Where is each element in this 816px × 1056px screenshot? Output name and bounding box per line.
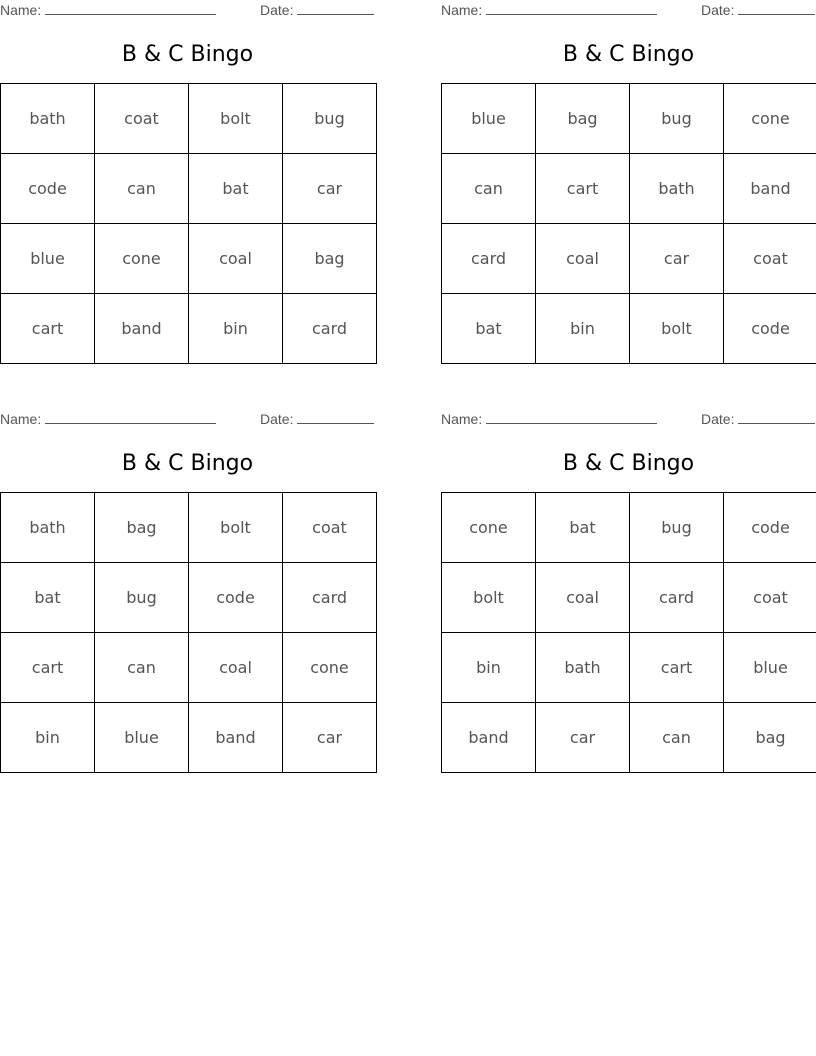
grid-cell: band [724, 154, 816, 224]
date-label: Date: [260, 411, 294, 427]
grid-cell: bat [536, 493, 630, 563]
grid-cell: can [95, 633, 189, 703]
grid-cell: band [95, 294, 189, 364]
card-header [441, 411, 816, 429]
name-label: Name: [0, 411, 42, 427]
grid-cell: blue [1, 224, 95, 294]
grid-cell: bag [724, 703, 816, 773]
name-label: Name: [441, 411, 483, 427]
date-blank-line [297, 2, 374, 15]
grid-cell: bath [1, 493, 95, 563]
date-field [260, 2, 374, 18]
date-blank-line [738, 2, 815, 15]
grid-cell: blue [724, 633, 816, 703]
grid-cell: bat [442, 294, 536, 364]
grid-cell: car [283, 154, 377, 224]
grid-cell: coat [95, 84, 189, 154]
date-label: Date: [701, 411, 735, 427]
card-title: B & C Bingo [562, 42, 695, 67]
grid-cell: bin [536, 294, 630, 364]
grid-cell: can [630, 703, 724, 773]
bingo-grid [0, 492, 377, 773]
card-header [0, 2, 375, 20]
grid-cell: coal [536, 563, 630, 633]
grid-row [442, 224, 816, 294]
grid-cell: blue [95, 703, 189, 773]
name-blank-line [45, 2, 216, 15]
grid-cell: bath [1, 84, 95, 154]
card-header [0, 411, 375, 429]
grid-cell: cone [95, 224, 189, 294]
grid-row [1, 703, 377, 773]
grid-cell: car [283, 703, 377, 773]
grid-cell: code [1, 154, 95, 224]
grid-cell: bolt [189, 493, 283, 563]
grid-row [442, 703, 816, 773]
grid-cell: bag [536, 84, 630, 154]
grid-cell: bug [283, 84, 377, 154]
grid-cell: bag [95, 493, 189, 563]
name-blank-line [486, 411, 657, 424]
grid-cell: bag [283, 224, 377, 294]
grid-cell: cone [724, 84, 816, 154]
date-field [701, 411, 815, 427]
grid-cell: bath [536, 633, 630, 703]
grid-cell: cart [630, 633, 724, 703]
grid-cell: card [283, 563, 377, 633]
grid-cell: bolt [630, 294, 724, 364]
grid-row [1, 154, 377, 224]
name-field [441, 2, 657, 18]
grid-cell: cone [442, 493, 536, 563]
grid-cell: code [724, 493, 816, 563]
grid-cell: code [189, 563, 283, 633]
bingo-card-2 [441, 0, 816, 365]
name-field [0, 2, 216, 18]
name-label: Name: [0, 2, 42, 18]
name-field [0, 411, 216, 427]
bingo-card-1 [0, 0, 375, 365]
grid-cell: coat [283, 493, 377, 563]
card-title: B & C Bingo [121, 42, 254, 67]
grid-cell: bat [189, 154, 283, 224]
card-header [441, 2, 816, 20]
grid-cell: bolt [189, 84, 283, 154]
grid-row [442, 563, 816, 633]
grid-cell: band [442, 703, 536, 773]
date-blank-line [297, 411, 374, 424]
bingo-card-3 [0, 409, 375, 774]
grid-cell: bat [1, 563, 95, 633]
name-blank-line [486, 2, 657, 15]
grid-row [442, 294, 816, 364]
grid-cell: bath [630, 154, 724, 224]
grid-cell: blue [442, 84, 536, 154]
grid-cell: cart [1, 633, 95, 703]
grid-cell: can [442, 154, 536, 224]
grid-row [442, 633, 816, 703]
grid-row [442, 84, 816, 154]
grid-row [1, 294, 377, 364]
grid-row [442, 154, 816, 224]
grid-cell: bin [189, 294, 283, 364]
grid-row [1, 493, 377, 563]
bingo-grid [441, 83, 816, 364]
grid-row [1, 224, 377, 294]
grid-cell: can [95, 154, 189, 224]
name-blank-line [45, 411, 216, 424]
grid-cell: car [630, 224, 724, 294]
grid-cell: bug [630, 493, 724, 563]
grid-row [1, 633, 377, 703]
grid-cell: bin [442, 633, 536, 703]
name-label: Name: [441, 2, 483, 18]
card-title: B & C Bingo [121, 451, 254, 476]
grid-row [1, 563, 377, 633]
date-label: Date: [701, 2, 735, 18]
grid-row [442, 493, 816, 563]
grid-cell: cart [536, 154, 630, 224]
grid-cell: coat [724, 563, 816, 633]
grid-cell: cart [1, 294, 95, 364]
grid-row [1, 84, 377, 154]
grid-cell: bolt [442, 563, 536, 633]
grid-cell: bug [630, 84, 724, 154]
grid-cell: coat [724, 224, 816, 294]
grid-cell: cone [283, 633, 377, 703]
grid-cell: card [630, 563, 724, 633]
grid-cell: bin [1, 703, 95, 773]
bingo-grid [0, 83, 377, 364]
grid-cell: coal [536, 224, 630, 294]
card-title: B & C Bingo [562, 451, 695, 476]
grid-cell: band [189, 703, 283, 773]
date-blank-line [738, 411, 815, 424]
grid-cell: coal [189, 633, 283, 703]
name-field [441, 411, 657, 427]
grid-cell: card [283, 294, 377, 364]
grid-cell: coal [189, 224, 283, 294]
date-field [260, 411, 374, 427]
bingo-card-4 [441, 409, 816, 774]
grid-cell: car [536, 703, 630, 773]
grid-cell: card [442, 224, 536, 294]
grid-cell: bug [95, 563, 189, 633]
bingo-grid [441, 492, 816, 773]
grid-cell: code [724, 294, 816, 364]
date-label: Date: [260, 2, 294, 18]
date-field [701, 2, 815, 18]
